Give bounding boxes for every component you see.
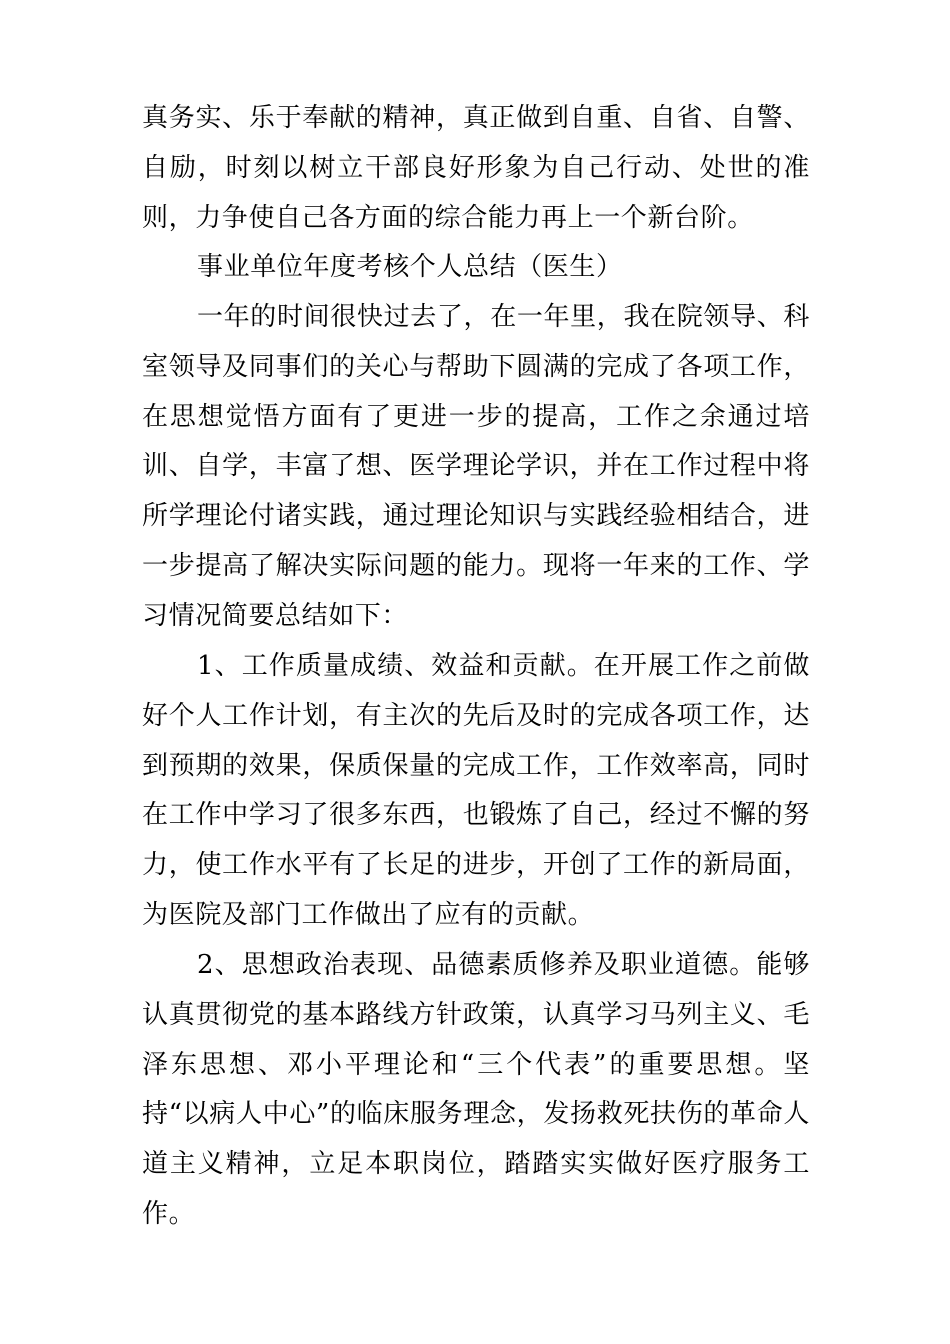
paragraph-continuation: 真务实、乐于奉献的精神，真正做到自重、自省、自警、自励，时刻以树立干部良好形象为自己行动、处世的准则，力争使自己各方面的综合能力再上一个新台阶。 bbox=[142, 103, 810, 233]
paragraph-intro: 一年的时间很快过去了，在一年里，我在院领导、科室领导及同事们的关心与帮助下圆满的完成了各项工作，在思想觉悟方面有了更进一步的提高，工作之余通过培训、自学，丰富了想、医学理论学识，并在工作过程中将所学理论付诸实践，通过理论知识与实践经验相结合，进一步提高了解决实际问题的能力。现将一年来的工作、学习情况简要总结如下： bbox=[142, 302, 810, 631]
paragraph-political-ethics: 2、思想政治表现、品德素质修养及职业道德。能够认真贯彻党的基本路线方针政策，认真学习马列主义、毛泽东思想、邓小平理论和“三个代表”的重要思想。坚持“以病人中心”的临床服务理念，发扬救死扶伤的革命人道主义精神，立足本职岗位，踏踏实实做好医疗服务工作。 bbox=[142, 950, 810, 1229]
section-title: 事业单位年度考核个人总结（医生） bbox=[197, 252, 623, 282]
paragraph-work-quality: 1、工作质量成绩、效益和贡献。在开展工作之前做好个人工作计划，有主次的先后及时的完成各项工作，达到预期的效果，保质保量的完成工作，工作效率高，同时在工作中学习了很多东西，也锻炼了自己，经过不懈的努力，使工作水平有了长足的进步，开创了工作的新局面，为医院及部门工作做出了应有的贡献。 bbox=[142, 651, 810, 930]
